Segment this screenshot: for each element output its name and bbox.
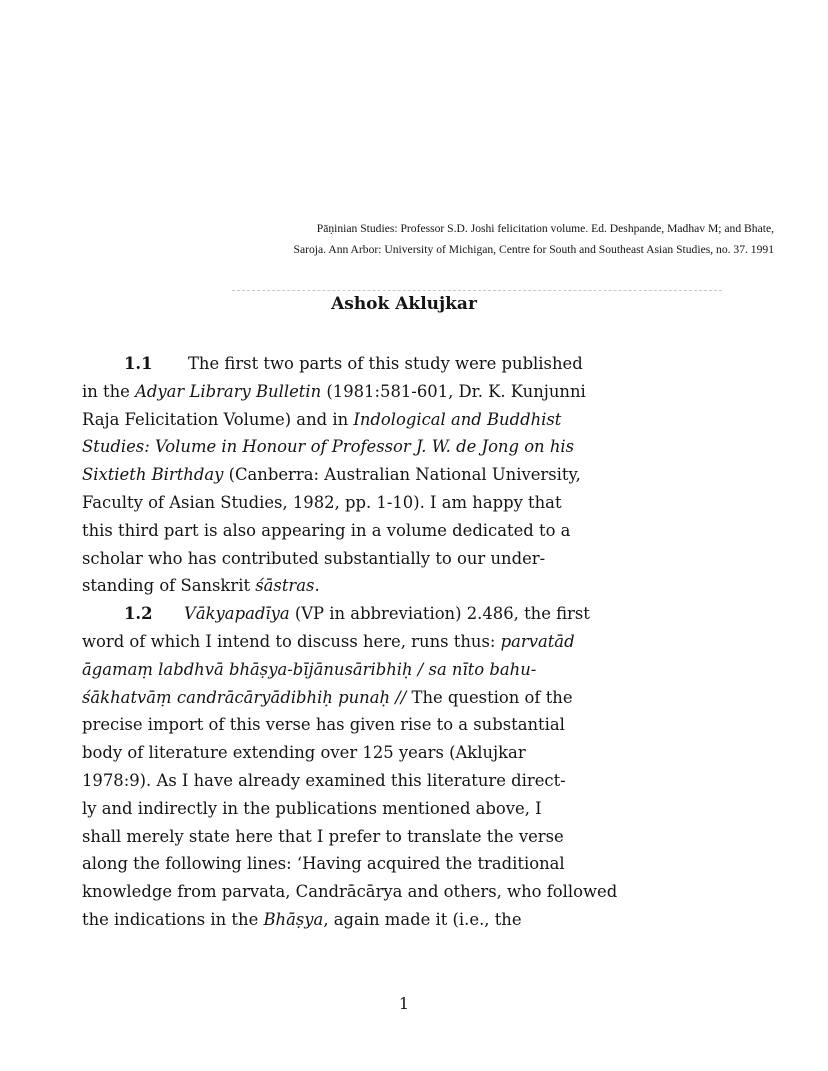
text-line: Faculty of Asian Studies, 1982, pp. 1-10). I am happy that	[82, 492, 562, 512]
citation-line: Pāṇinian Studies: Professor S.D. Joshi felicitation volume. Ed. Deshpande, Madhav M; and Bhate,	[316, 222, 774, 235]
text-line	[82, 406, 762, 434]
text-span: the indications in the	[82, 909, 264, 929]
text-line	[82, 656, 762, 684]
citation-line: Saroja. Ann Arbor: University of Michigan, Centre for South and Southeast Asian Studies, no. 37. 1991	[293, 243, 774, 256]
text-line	[82, 906, 762, 934]
author-name: Ashok Aklujkar	[331, 294, 477, 314]
text-span: standing of Sanskrit	[82, 576, 256, 596]
text-line: scholar who has contributed substantially to our under-	[82, 548, 546, 568]
citation-header	[114, 218, 774, 260]
text-line	[82, 433, 762, 461]
text-span: (Canberra: Australian National University,	[223, 465, 581, 485]
italic-title: Adyar Library Bulletin	[135, 381, 322, 401]
text-span: , again made it (i.e., the	[323, 909, 522, 929]
text-line: shall merely state here that I prefer to translate the verse	[82, 826, 564, 846]
italic-title: Indological and Buddhist	[353, 409, 562, 429]
text-span: The first two parts of this study were published	[188, 354, 583, 373]
page-number: 1	[398, 994, 410, 1013]
text-line	[82, 600, 762, 628]
text-line: body of literature extending over 125 years (Aklujkar	[82, 743, 526, 763]
italic-verse: āgamaṃ labdhvā bhāṣya-bījānusāribhiḥ / sa nīto bahu-	[82, 659, 537, 679]
text-line: this third part is also appearing in a volume dedicated to a	[82, 520, 571, 540]
text-line	[82, 684, 762, 712]
text-span: word of which I intend to discuss here, runs thus:	[82, 631, 501, 651]
text-line	[82, 461, 762, 489]
italic-verse: śākhatvāṃ candrācāryādibhiḥ punaḥ //	[82, 687, 407, 707]
section-number: 1.2	[124, 604, 153, 624]
text-span: Raja Felicitation Volume) and in	[82, 409, 354, 429]
text-line	[82, 378, 762, 406]
section-number: 1.1	[124, 354, 153, 373]
text-span: .	[314, 576, 320, 596]
article-body	[82, 350, 762, 934]
italic-title: Studies: Volume in Honour of Professor J. W. de Jong on his	[82, 437, 575, 457]
text-line: ly and indirectly in the publications mentioned above, I	[82, 798, 542, 818]
text-span: (1981:581-601, Dr. K. Kunjunni	[321, 381, 586, 401]
text-span: in the	[82, 381, 136, 401]
italic-term: śāstras	[255, 576, 315, 596]
text-line: knowledge from parvata, Candrācārya and others, who followed	[82, 882, 618, 902]
header-divider	[232, 290, 722, 291]
text-line: along the following lines: ‘Having acquired the traditional	[82, 854, 565, 874]
text-line	[82, 572, 762, 600]
text-line	[82, 628, 762, 656]
text-line: 1978:9). As I have already examined this literature direct-	[82, 770, 566, 790]
italic-title: Bhāṣya	[263, 909, 324, 929]
italic-verse: parvatād	[500, 631, 575, 651]
italic-title: Vākyapadīya	[184, 604, 290, 624]
italic-title: Sixtieth Birthday	[82, 465, 224, 485]
text-span: The question of the	[406, 687, 573, 707]
text-line	[82, 350, 762, 378]
text-line: precise import of this verse has given rise to a substantial	[82, 715, 565, 735]
text-span: (VP in abbreviation) 2.486, the first	[289, 604, 590, 624]
